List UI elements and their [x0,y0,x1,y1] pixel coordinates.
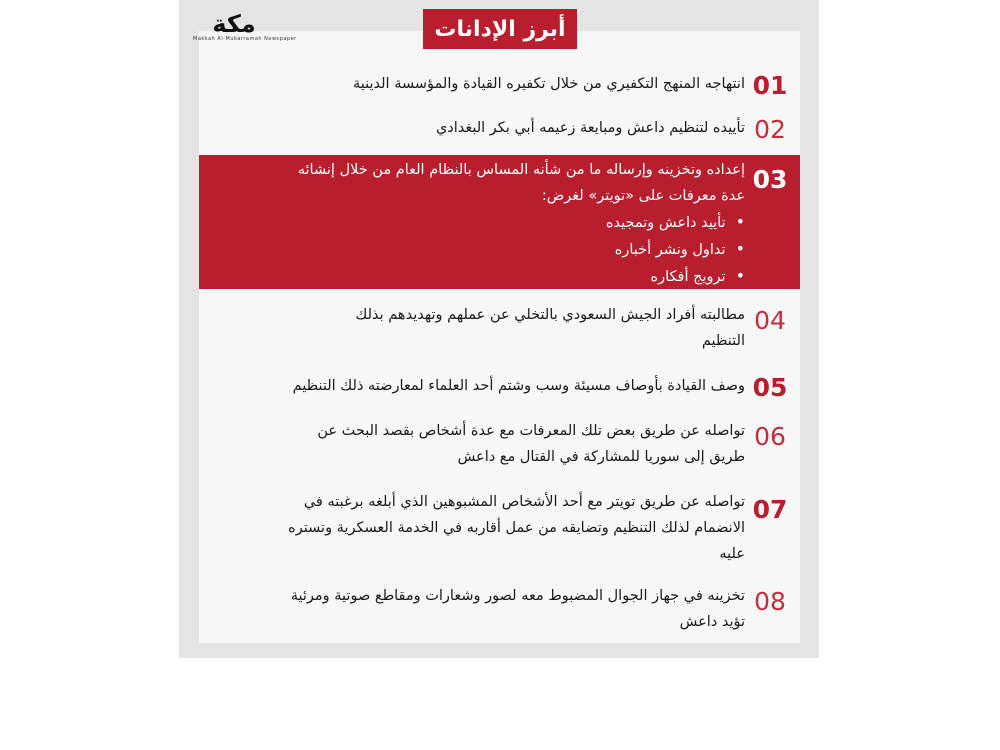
page-title: أبرز الإدانات [423,9,577,49]
bullet-list [210,209,745,290]
logo-subtitle: Makkah Al-Mukarramah Newspaper [193,36,297,42]
item-number: 07 [752,495,788,524]
item-number: 01 [752,71,788,100]
item-line: تواصله عن طريق تويتر مع أحد الأشخاص المشبوهين الذي أبلغه برغبته في [303,494,745,510]
bullet-text: تأييد داعش وتمجيده [605,215,726,231]
item-number: 08 [754,587,786,616]
item-text [210,157,745,290]
list-item-06 [199,418,800,474]
bullet-item [210,236,745,263]
list-item-03-highlighted [199,155,800,289]
item-line: عدة معرفات على «تويتر» لغرض: [541,188,745,204]
list-item-01 [199,71,800,101]
item-line: عليه [719,546,745,562]
item-line: إعداده وتخزينه وإرساله ما من شأنه المساس بالنظام العام من خلال إنشائه [297,162,745,178]
list-item-07 [199,489,800,569]
item-number: 03 [752,165,788,194]
list-item-05 [199,373,800,403]
list-item-02 [199,115,800,145]
item-line: مطالبته أفراد الجيش السعودي بالتخلي عن عملهم وتهديدهم بذلك [355,307,745,323]
logo-mark: مكة [212,10,256,38]
item-text [210,489,745,567]
item-line: طريق إلى سوريا للمشاركة في القتال مع داعش [457,449,745,465]
makkah-logo [193,10,297,46]
item-line: انتهاجه المنهج التكفيري من خلال تكفيره القيادة والمؤسسة الدينية [352,76,745,92]
bullet-icon: • [735,266,745,285]
bullet-item [210,263,745,290]
item-text [210,418,745,470]
item-number: 06 [754,422,786,451]
item-line: تأييده لتنظيم داعش ومبايعة زعيمه أبي بكر البغدادي [435,120,745,136]
item-line: الانضمام لذلك التنظيم وتضايقه من عمل أقاربه في الخدمة العسكرية وتستره [288,520,745,536]
bullet-icon: • [735,212,745,231]
list-item-08 [199,583,800,639]
item-number: 02 [754,115,786,144]
item-text [210,302,745,354]
item-text [210,583,745,635]
bullet-icon: • [735,239,745,258]
item-line: وصف القيادة بأوصاف مسيئة وسب وشتم أحد العلماء لمعارضته ذلك التنظيم [292,378,745,394]
item-number: 04 [754,306,786,335]
item-line: التنظيم [701,333,745,349]
item-text [210,115,745,141]
item-line: تؤيد داعش [679,614,745,630]
item-text [210,373,745,399]
bullet-text: ترويج أفكاره [650,269,726,285]
bullet-item [210,209,745,236]
item-text [210,71,745,97]
item-number: 05 [752,373,788,402]
item-line: تواصله عن طريق بعض تلك المعرفات مع عدة أشخاص بقصد البحث عن [317,423,745,439]
list-item-04 [199,302,800,358]
item-line: تخزينه في جهاز الجوال المضبوط معه لصور وشعارات ومقاطع صوتية ومرئية [290,588,745,604]
bullet-text: تداول ونشر أخباره [614,242,726,258]
